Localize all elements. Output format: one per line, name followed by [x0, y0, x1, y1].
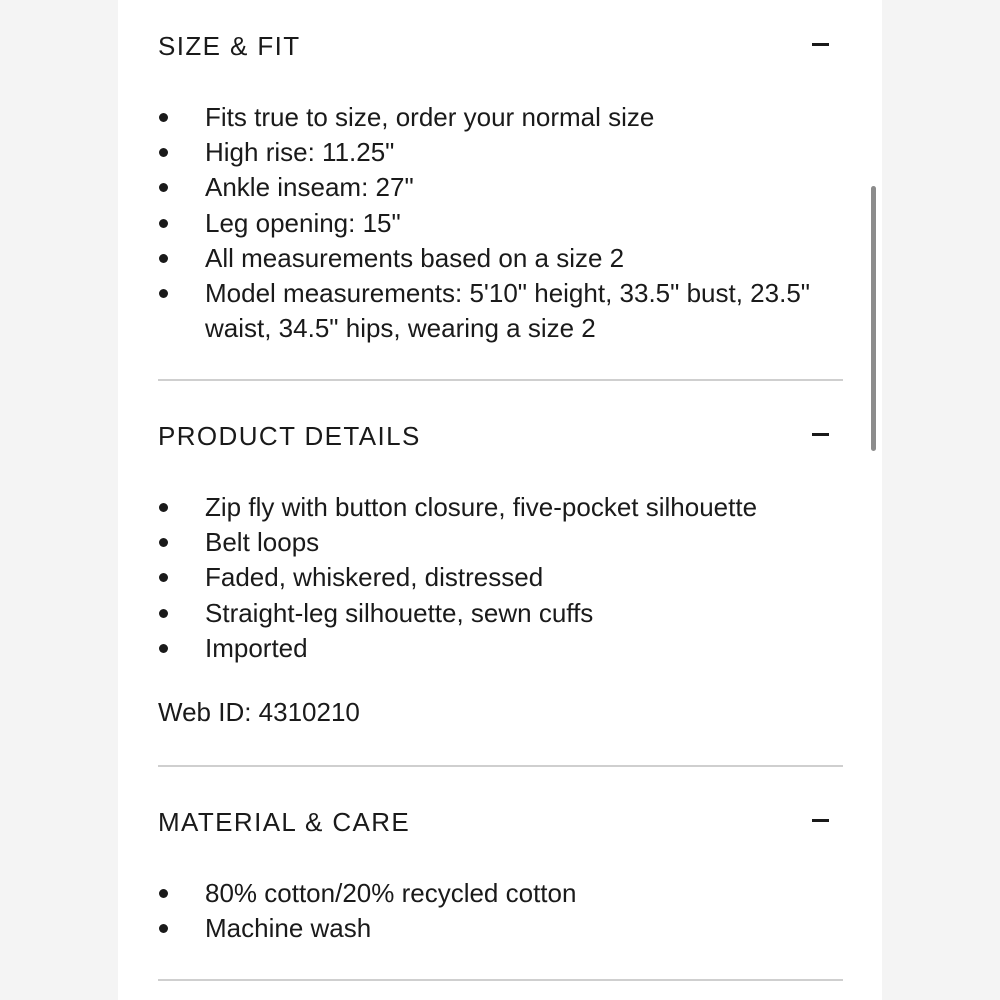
product-details-header[interactable] [158, 415, 843, 455]
bullet-icon [159, 644, 168, 653]
list-item-text: Leg opening: 15" [205, 207, 401, 238]
list-item [158, 525, 838, 560]
list-item-text: Machine wash [205, 913, 372, 944]
list-item [158, 911, 838, 946]
section-divider [158, 979, 843, 981]
material-care-header[interactable] [158, 801, 843, 841]
list-item-text: Imported [205, 632, 308, 663]
list-item-text: Model measurements: 5'10" height, 33.5" bust, 23.5" waist, 34.5" hips, wearing a size 2 [205, 278, 811, 344]
size-fit-list [158, 100, 838, 346]
section-divider [158, 765, 843, 767]
list-item [158, 135, 838, 170]
list-item-text: Fits true to size, order your normal size [205, 102, 655, 132]
bullet-icon [159, 609, 168, 618]
list-item [158, 560, 838, 595]
bullet-icon [159, 289, 168, 298]
list-item-text: All measurements based on a size 2 [205, 242, 625, 273]
bullet-icon [159, 113, 168, 122]
list-item-text: High rise: 11.25" [205, 137, 395, 168]
list-item-text: Faded, whiskered, distressed [205, 562, 544, 593]
list-item [158, 206, 838, 241]
bullet-icon [159, 219, 168, 228]
bullet-icon [159, 503, 168, 512]
list-item [158, 241, 838, 276]
size-fit-title: SIZE & FIT [158, 31, 301, 61]
list-item [158, 490, 838, 525]
bullet-icon [159, 889, 168, 898]
scrollbar[interactable] [871, 186, 876, 451]
list-item-text: 80% cotton/20% recycled cotton [205, 878, 577, 908]
web-id: Web ID: 4310210 [158, 697, 360, 727]
bullet-icon [159, 148, 168, 157]
bullet-icon [159, 254, 168, 263]
list-item-text: Straight-leg silhouette, sewn cuffs [205, 597, 594, 628]
minus-icon[interactable] [812, 43, 829, 46]
material-care-list [158, 876, 838, 946]
size-fit-header[interactable] [158, 25, 843, 65]
list-item-text: Zip fly with button closure, five-pocket silhouette [205, 492, 758, 522]
list-item-text: Ankle inseam: 27" [205, 172, 414, 203]
list-item [158, 100, 838, 135]
list-item [158, 596, 838, 631]
bullet-icon [159, 183, 168, 192]
bullet-icon [159, 573, 168, 582]
list-item [158, 876, 838, 911]
list-item [158, 631, 838, 666]
product-details-list [158, 490, 838, 666]
product-details-title: PRODUCT DETAILS [158, 421, 421, 451]
minus-icon[interactable] [812, 819, 829, 822]
list-item [158, 276, 838, 346]
section-divider [158, 379, 843, 381]
bullet-icon [159, 538, 168, 547]
bullet-icon [159, 924, 168, 933]
list-item-text: Belt loops [205, 527, 320, 558]
minus-icon[interactable] [812, 433, 829, 436]
material-care-title: MATERIAL & CARE [158, 807, 411, 837]
list-item [158, 170, 838, 205]
